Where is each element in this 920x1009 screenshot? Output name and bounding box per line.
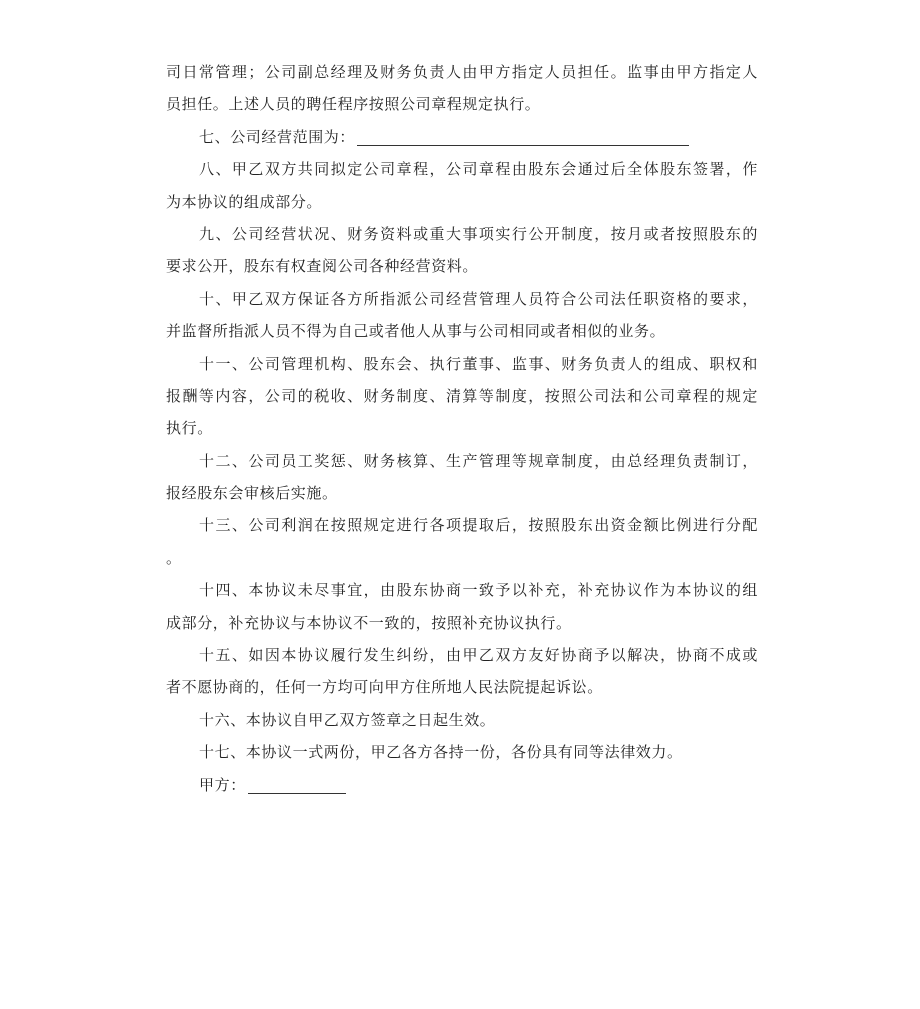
text-line: 十六、本协议自甲乙双方签章之日起生效。 xyxy=(199,710,496,729)
text-line: 并监督所指派人员不得为自己或者他人从事与公司相同或者相似的业务。 xyxy=(166,322,666,341)
party-a-signature-line: 甲方： xyxy=(166,769,758,801)
text-line: 十五、如因本协议履行发生纠纷，由甲乙双方友好协商予以解决，协商不成或 xyxy=(199,646,758,665)
text-line: 者不愿协商的，任何一方均可向甲方住所地人民法院提起诉讼。 xyxy=(166,678,603,697)
text-line: 执行。 xyxy=(166,419,213,438)
text-line: 十三、公司利润在按照规定进行各项提取后，按照股东出资金额比例进行分配 xyxy=(199,516,758,535)
text-line: 员担任。上述人员的聘任程序按照公司章程规定执行。 xyxy=(166,95,541,114)
text-line: 十七、本协议一式两份，甲乙各方各持一份，各份具有同等法律效力。 xyxy=(199,743,683,762)
text-line: 十、甲乙双方保证各方所指派公司经营管理人员符合公司法任职资格的要求， xyxy=(199,289,758,308)
text-line: 。 xyxy=(166,548,182,567)
text-line: 八、甲乙双方共同拟定公司章程，公司章程由股东会通过后全体股东签署，作 xyxy=(199,160,758,179)
text-line: 要求公开，股东有权查阅公司各种经营资料。 xyxy=(166,257,479,276)
text-line: 司日常管理；公司副总经理及财务负责人由甲方指定人员担任。监事由甲方指定人 xyxy=(166,63,758,81)
document-page xyxy=(166,56,758,801)
business-scope-blank xyxy=(357,127,689,146)
text-line: 十四、本协议未尽事宜，由股东协商一致予以补充，补充协议作为本协议的组 xyxy=(199,581,758,600)
text-line: 报经股东会审核后实施。 xyxy=(166,484,338,503)
text-line: 报酬等内容，公司的税收、财务制度、清算等制度，按照公司法和公司章程的规定 xyxy=(166,386,758,405)
text-line: 为本协议的组成部分。 xyxy=(166,192,323,211)
party-a-signature-blank xyxy=(248,775,346,794)
text-line: 十一、公司管理机构、股东会、执行董事、监事、财务负责人的组成、职权和 xyxy=(199,354,758,373)
business-scope-line: 七、公司经营范围为： xyxy=(166,121,758,153)
text-line: 十二、公司员工奖惩、财务核算、生产管理等规章制度，由总经理负责制订， xyxy=(199,451,758,470)
text-line: 九、公司经营状况、财务资料或重大事项实行公开制度，按月或者按照股东的 xyxy=(199,224,758,243)
text-line: 成部分，补充协议与本协议不一致的，按照补充协议执行。 xyxy=(166,613,572,632)
